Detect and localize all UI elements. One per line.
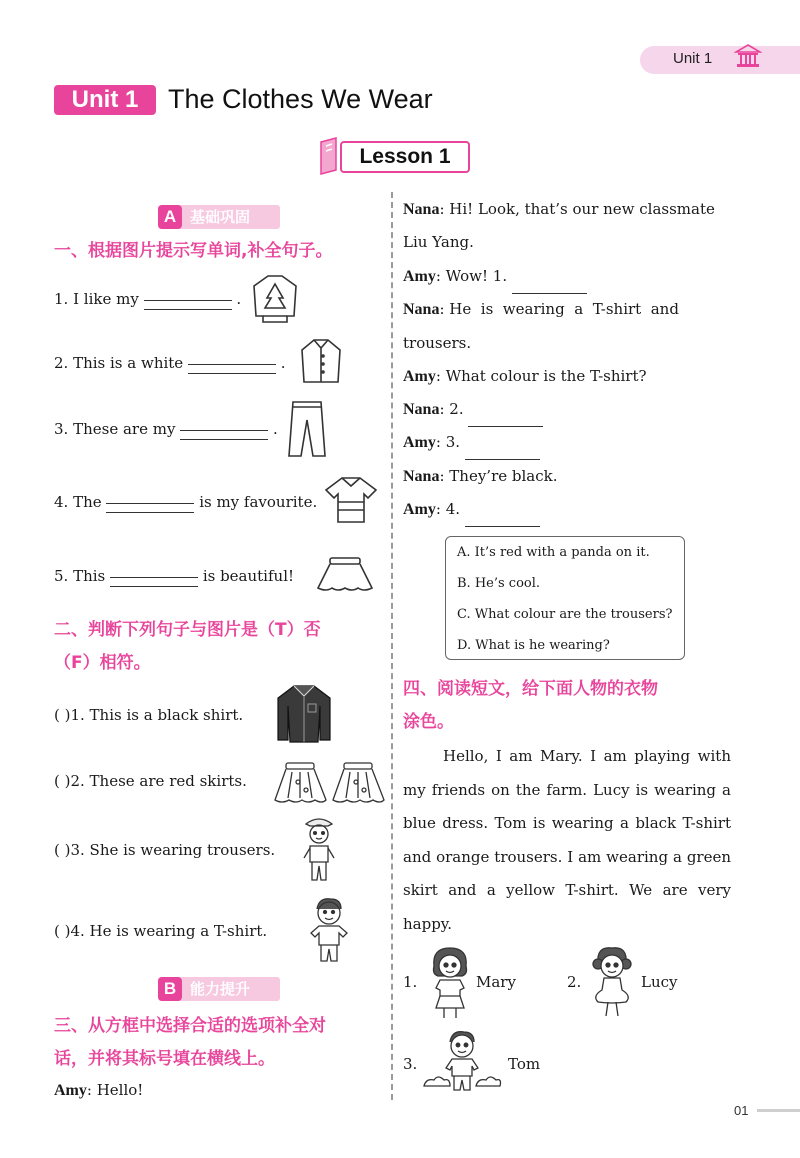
person-3-num: 3.	[403, 1055, 418, 1073]
option-c: C. What colour are the trousers?	[457, 607, 673, 622]
column-divider	[391, 192, 393, 1100]
skirt-icon	[314, 554, 376, 598]
girl-in-trousers-icon	[298, 814, 340, 890]
lucy-figure-icon[interactable]	[586, 942, 638, 1026]
answer-blank[interactable]	[144, 292, 232, 310]
trousers-icon	[285, 398, 329, 464]
section-b-letter: B	[158, 977, 182, 1001]
page-number-bar	[757, 1109, 800, 1112]
building-icon	[734, 43, 762, 73]
reading-passage: Hello, I am Mary. I am playing with my friends on the farm. Lucy is wearing a blue dress. Tom is wearing a black T-shirt and orange trousers. I am wearing a green skirt and a yellow T-shirt. We are very happy.	[403, 747, 731, 933]
sweater-icon	[250, 272, 300, 330]
judge-item-3: ( )3. She is wearing trousers.	[54, 841, 276, 859]
dialogue-line-4-cont: trousers.	[403, 334, 472, 352]
fill-item-4: 4. The is my favourite.	[54, 493, 318, 511]
option-d: D. What is he wearing?	[457, 638, 610, 653]
dialogue-line-2-cont: Liu Yang.	[403, 233, 474, 251]
dialogue-line-8: Nana: They’re black.	[403, 467, 558, 485]
dialogue-line-4: Nana: He is wearing a T-shirt and	[403, 300, 679, 318]
fill-item-2: 2. This is a white .	[54, 354, 286, 372]
answer-blank-3[interactable]	[465, 426, 540, 460]
answer-blank-1[interactable]	[512, 260, 587, 294]
options-box	[445, 536, 685, 660]
judge-item-4: ( )4. He is wearing a T-shirt.	[54, 922, 268, 940]
person-2-num: 2.	[567, 973, 582, 991]
part2-heading-line1: 二、判断下列句子与图片是（T）否	[54, 620, 321, 640]
unit-header-tab	[640, 46, 800, 74]
unit-header-label: Unit 1	[673, 50, 713, 67]
unit-title: The Clothes We Wear	[168, 84, 433, 114]
part3-heading-line1: 三、从方框中选择合适的选项补全对	[54, 1016, 326, 1036]
answer-blank-2[interactable]	[468, 393, 543, 427]
person-3-name: Tom	[508, 1055, 541, 1073]
answer-blank-4[interactable]	[465, 493, 540, 527]
page-number: 01	[734, 1103, 749, 1118]
black-shirt-icon	[272, 682, 336, 750]
person-1-num: 1.	[403, 973, 418, 991]
part1-heading: 一、根据图片提示写单词,补全句子。	[54, 241, 333, 261]
shirt-icon	[298, 336, 344, 392]
part4-heading-line1: 四、阅读短文，给下面人物的衣物	[403, 679, 658, 699]
unit-badge: Unit 1	[54, 85, 156, 115]
answer-blank[interactable]	[180, 422, 268, 440]
t-shirt-icon	[322, 474, 380, 530]
section-b-label: 能力提升	[190, 980, 251, 998]
part2-heading-line2: （F）相符。	[54, 653, 151, 673]
dialogue-line-1: Amy: Hello!	[54, 1081, 144, 1099]
dialogue-line-2: Nana: Hi! Look, that’s our new classmate	[403, 200, 715, 218]
dialogue-line-5: Amy: What colour is the T-shirt?	[403, 367, 647, 385]
lesson-title: Lesson 1	[340, 141, 470, 173]
dialogue-line-9: Amy: 4.	[403, 493, 540, 527]
section-a-label: 基础巩固	[190, 208, 251, 226]
boy-in-t-shirt-icon	[305, 895, 353, 971]
answer-blank[interactable]	[188, 356, 276, 374]
skirts-icon	[272, 760, 388, 810]
option-a: A. It’s red with a panda on it.	[457, 545, 650, 560]
dialogue-line-7: Amy: 3.	[403, 426, 540, 460]
mary-figure-icon[interactable]	[424, 942, 476, 1026]
part4-heading-line2: 涂色。	[403, 712, 454, 732]
fill-item-5: 5. This is beautiful!	[54, 567, 295, 585]
tom-figure-icon[interactable]	[422, 1028, 502, 1104]
dialogue-line-6: Nana: 2.	[403, 393, 543, 427]
fill-item-1: 1. I like my .	[54, 290, 242, 308]
person-1-name: Mary	[476, 973, 516, 991]
judge-item-1: ( )1. This is a black shirt.	[54, 706, 244, 724]
fill-item-3: 3. These are my .	[54, 420, 278, 438]
answer-blank[interactable]	[110, 569, 198, 587]
dialogue-line-3: Amy: Wow! 1.	[403, 260, 587, 294]
section-a-letter: A	[158, 205, 182, 229]
judge-item-2: ( )2. These are red skirts.	[54, 772, 247, 790]
answer-blank[interactable]	[106, 495, 194, 513]
option-b: B. He’s cool.	[457, 576, 541, 591]
person-2-name: Lucy	[641, 973, 678, 991]
part3-heading-line2: 话，并将其标号填在横线上。	[54, 1049, 275, 1069]
